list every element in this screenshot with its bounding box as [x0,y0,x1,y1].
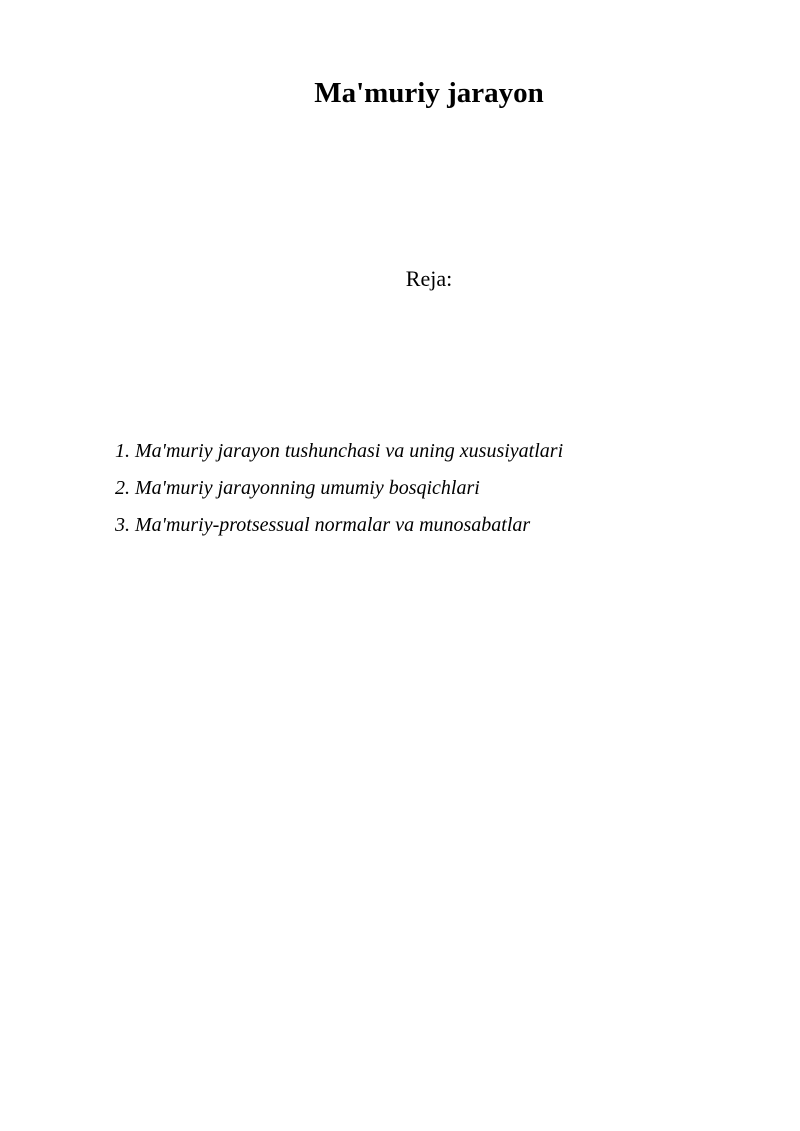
plan-list [115,438,563,549]
plan-item: 2. Ma'muriy jarayonning umumiy bosqichlari [115,477,480,499]
plan-item: 3. Ma'muriy-protsessual normalar va munosabatlar [115,514,531,536]
plan-item: 1. Ma'muriy jarayon tushunchasi va uning xususiyatlari [115,440,564,462]
page-title: Ma'muriy jarayon [314,77,544,109]
plan-heading: Reja: [405,266,453,291]
